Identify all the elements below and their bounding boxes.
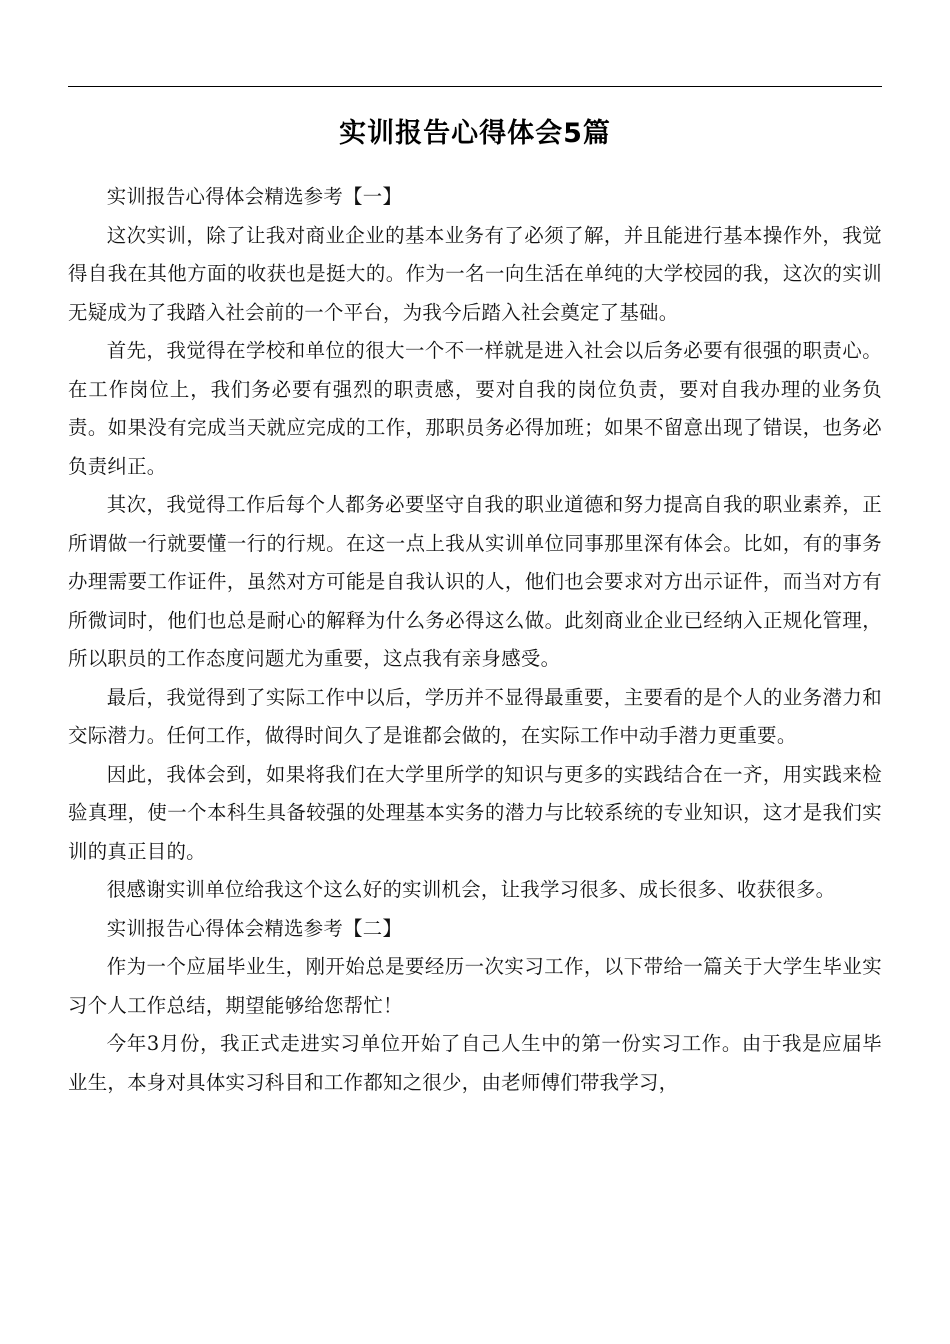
document-title: 实训报告心得体会5篇 — [339, 118, 611, 150]
paragraph: 这次实训，除了让我对商业企业的基本业务有了必须了解，并且能进行基本操作外，我觉得自我在其他方面的收获也是挺大的。作为一名一向生活在单纯的大学校园的我，这次的实训无疑成为了我踏入社会前的一个平台，为我今后踏入社会奠定了基础。 — [68, 223, 882, 324]
section-heading: 实训报告心得体会精选参考【一】 — [106, 185, 403, 208]
section-one — [68, 178, 882, 910]
paragraph: 首先，我觉得在学校和单位的很大一个不一样就是进入社会以后务必要有很强的职责心。在工作岗位上，我们务必要有强烈的职责感，要对自我的岗位负责，要对自我办理的业务负责。如果没有完成当天就应完成的工作，那职员务必得加班；如果不留意出现了错误，也务必负责纠正。 — [68, 339, 882, 478]
section-two — [68, 910, 882, 1103]
document-body — [68, 178, 882, 1102]
header-rule — [68, 86, 882, 87]
paragraph: 其次，我觉得工作后每个人都务必要坚守自我的职业道德和努力提高自我的职业素养，正所谓做一行就要懂一行的行规。在这一点上我从实训单位同事那里深有体会。比如，有的事务办理需要工作证件，虽然对方可能是自我认识的人，他们也会要求对方出示证件，而当对方有所微词时，他们也总是耐心的解释为什么务必得这么做。此刻商业企业已经纳入正规化管理，所以职员的工作态度问题尤为重要，这点我有亲身感受。 — [68, 493, 882, 670]
paragraph: 作为一个应届毕业生，刚开始总是要经历一次实习工作，以下带给一篇关于大学生毕业实习个人工作总结，期望能够给您帮忙！ — [68, 955, 882, 1017]
paragraph: 今年3月份，我正式走进实习单位开始了自己人生中的第一份实习工作。由于我是应届毕业生，本身对具体实习科目和工作都知之很少，由老师傅们带我学习， — [68, 1032, 882, 1094]
paragraph: 很感谢实训单位给我这个这么好的实训机会，让我学习很多、成长很多、收获很多。 — [106, 878, 836, 901]
paragraph: 因此，我体会到，如果将我们在大学里所学的知识与更多的实践结合在一齐，用实践来检验真理，使一个本科生具备较强的处理基本实务的潜力与比较系统的专业知识，这才是我们实训的真正目的。 — [68, 762, 882, 863]
section-heading: 实训报告心得体会精选参考【二】 — [106, 916, 403, 940]
paragraph: 最后，我觉得到了实际工作中以后，学历并不显得最重要，主要看的是个人的业务潜力和交际潜力。任何工作，做得时间久了是谁都会做的，在实际工作中动手潜力更重要。 — [68, 685, 882, 747]
